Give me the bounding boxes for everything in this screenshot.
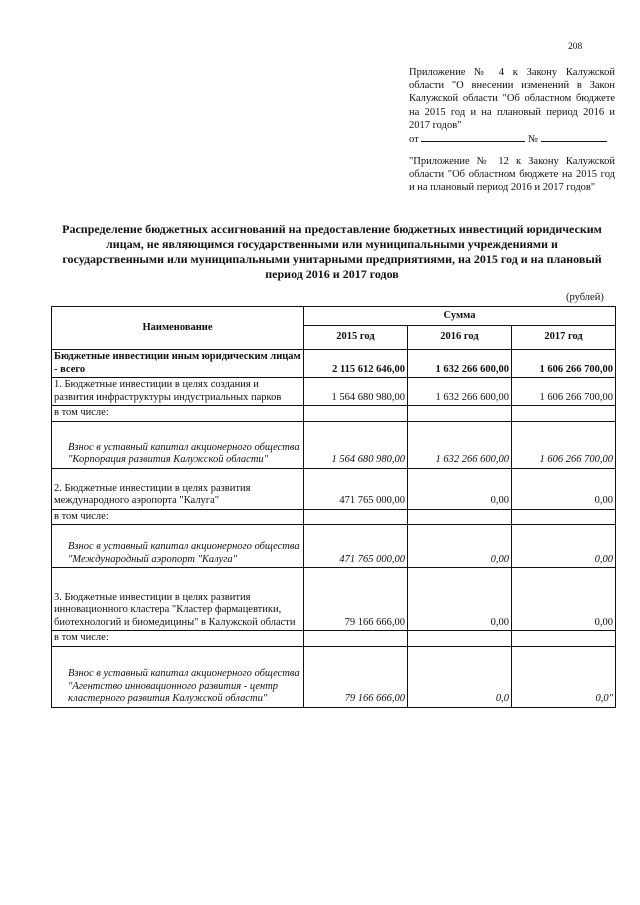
header-sum: Сумма (304, 307, 616, 326)
header-year-2017: 2017 год (512, 326, 616, 350)
table-header-row (52, 307, 616, 326)
table-row-subitem-1 (52, 421, 616, 468)
header-year-2015: 2015 год (304, 326, 408, 350)
table-row-section-1 (52, 378, 616, 406)
row-name: 3. Бюджетные инвестиции в целях развития инновационного кластера "Кластер фармацевтики, биотехнологий и биомедицины" в Калужской области (52, 568, 304, 631)
row-value-2017: 0,0" (512, 646, 616, 707)
annex-4-text: Приложение № 4 к Закону Калужской области "О внесении изменений в Закон Калужской области "Об областном бюджете на 2015 год и на плановый период 2016 и 2017 годов" (409, 67, 615, 131)
table-row-subitem-3 (52, 646, 616, 707)
table-row-section-3 (52, 568, 616, 631)
row-name: в том числе: (52, 406, 304, 422)
budget-table (51, 306, 616, 708)
row-value-2017: 0,00 (512, 525, 616, 568)
number-blank (541, 132, 607, 142)
annex-12-text: "Приложение № 12 к Закону Калужской области "Об областном бюджете на 2015 год и на плановый период 2016 и 2017 годов" (409, 156, 615, 194)
table-row-total (52, 350, 616, 378)
row-value-2015: 79 166 666,00 (304, 568, 408, 631)
table-row-including (52, 406, 616, 422)
header-name: Наименование (52, 307, 304, 350)
row-value-2017: 1 606 266 700,00 (512, 350, 616, 378)
annex-4-date-line (409, 132, 615, 146)
row-value-2016: 0,0 (408, 646, 512, 707)
table-row-subitem-2 (52, 525, 616, 568)
row-name: Взнос в уставный капитал акционерного общества "Корпорация развития Калужской области" (52, 421, 304, 468)
row-value-2016: 0,00 (408, 568, 512, 631)
row-name: в том числе: (52, 631, 304, 647)
row-name: Взнос в уставный капитал акционерного общества "Агентство инновационного развития - центр кластерного развития Калужской области" (52, 646, 304, 707)
row-name: Взнос в уставный капитал акционерного общества "Международный аэропорт "Калуга" (52, 525, 304, 568)
row-name: 2. Бюджетные инвестиции в целях развития международного аэропорта "Калуга" (52, 468, 304, 509)
row-value-2015: 1 564 680 980,00 (304, 421, 408, 468)
document-title: Распределение бюджетных ассигнований на предоставление бюджетных инвестиций юридическим лицам, не являющимся государственными или муниципальными учреждениями и государственными или муниципальными унитарными предприятиями, на 2015 год и на плановый период 2016 и 2017 годов (62, 222, 602, 281)
row-name: 1. Бюджетные инвестиции в целях создания и развития инфраструктуры индустриальных парков (52, 378, 304, 406)
row-value-2015: 1 564 680 980,00 (304, 378, 408, 406)
row-name: в том числе: (52, 509, 304, 525)
row-value-2016: 1 632 266 600,00 (408, 378, 512, 406)
row-value-2017: 0,00 (512, 568, 616, 631)
row-value-2015: 79 166 666,00 (304, 646, 408, 707)
annex-4-reference (409, 66, 615, 146)
table-row-section-2 (52, 468, 616, 509)
row-value-2015: 471 765 000,00 (304, 525, 408, 568)
row-value-2016: 0,00 (408, 468, 512, 509)
row-value-2015: 2 115 612 646,00 (304, 350, 408, 378)
row-value-2017: 1 606 266 700,00 (512, 421, 616, 468)
annex-12-reference (409, 155, 615, 195)
date-blank (421, 132, 525, 142)
page-number: 208 (568, 42, 583, 52)
header-year-2016: 2016 год (408, 326, 512, 350)
row-value-2016: 1 632 266 600,00 (408, 350, 512, 378)
table-row-including (52, 631, 616, 647)
date-prefix: от (409, 134, 419, 146)
row-value-2016: 1 632 266 600,00 (408, 421, 512, 468)
row-name: Бюджетные инвестиции иным юридическим лицам - всего (52, 350, 304, 378)
row-value-2015: 471 765 000,00 (304, 468, 408, 509)
number-sign: № (527, 134, 538, 146)
row-value-2017: 1 606 266 700,00 (512, 378, 616, 406)
row-value-2017: 0,00 (512, 468, 616, 509)
row-value-2016: 0,00 (408, 525, 512, 568)
currency-note: (рублей) (566, 292, 604, 303)
table-row-including (52, 509, 616, 525)
